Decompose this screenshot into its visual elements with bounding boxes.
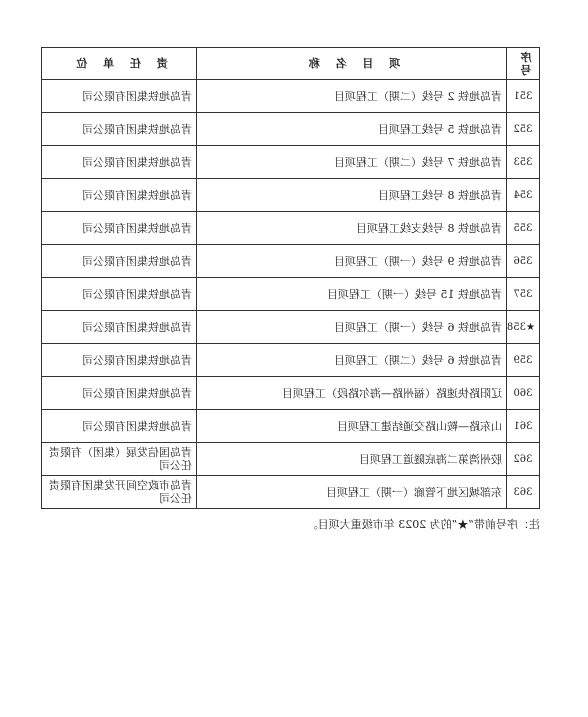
row-project-name: 青岛地铁 15 号线（一期）工程项目 (197, 278, 507, 311)
row-seq: 353 (507, 146, 540, 179)
row-responsible-unit: 青岛市政空间开发集团有限责任公司 (42, 476, 197, 509)
row-responsible-unit: 青岛地铁集团有限公司 (42, 311, 197, 344)
table-row (42, 377, 540, 410)
table-row (42, 113, 540, 146)
table-row (42, 245, 540, 278)
row-project-name: 青岛地铁 7 号线（二期）工程项目 (197, 146, 507, 179)
header-unit: 责 任 单 位 (42, 48, 197, 80)
row-project-name: 山东路—鞍山路交通结建工程项目 (197, 410, 507, 443)
row-seq: 357 (507, 278, 540, 311)
row-responsible-unit: 青岛地铁集团有限公司 (42, 344, 197, 377)
row-project-name: 青岛地铁 9 号线（一期）工程项目 (197, 245, 507, 278)
row-project-name: 辽阳路快速路（福州路—海尔路段）工程项目 (197, 377, 507, 410)
row-seq: 362 (507, 443, 540, 476)
row-project-name: 青岛地铁 8 号线工程项目 (197, 179, 507, 212)
row-responsible-unit: 青岛地铁集团有限公司 (42, 377, 197, 410)
row-project-name: 青岛地铁 6 号线（二期）工程项目 (197, 344, 507, 377)
table-header-row (42, 48, 540, 80)
table-row (42, 443, 540, 476)
row-responsible-unit: 青岛地铁集团有限公司 (42, 278, 197, 311)
row-responsible-unit: 青岛地铁集团有限公司 (42, 113, 197, 146)
row-project-name: 青岛地铁 6 号线（一期）工程项目 (197, 311, 507, 344)
row-responsible-unit: 青岛国信发展（集团）有限责任公司 (42, 443, 197, 476)
footnote: 注：序号前带“★”的为 2023 年市级重大项目。 (306, 518, 540, 531)
project-table (41, 47, 540, 509)
row-responsible-unit: 青岛地铁集团有限公司 (42, 410, 197, 443)
table-row (42, 278, 540, 311)
row-responsible-unit: 青岛地铁集团有限公司 (42, 245, 197, 278)
row-seq: 356 (507, 245, 540, 278)
table-row (42, 410, 540, 443)
row-responsible-unit: 青岛地铁集团有限公司 (42, 80, 197, 113)
row-seq: 351 (507, 80, 540, 113)
row-seq: 352 (507, 113, 540, 146)
table-row (42, 179, 540, 212)
table-row (42, 212, 540, 245)
row-seq: 363 (507, 476, 540, 509)
row-seq: 355 (507, 212, 540, 245)
table-row (42, 344, 540, 377)
row-responsible-unit: 青岛地铁集团有限公司 (42, 212, 197, 245)
row-seq: 354 (507, 179, 540, 212)
row-seq: 360 (507, 377, 540, 410)
row-project-name: 胶州湾第二海底隧道工程项目 (197, 443, 507, 476)
row-project-name: 东部城区地下管廊（一期）工程项目 (197, 476, 507, 509)
header-seq: 序号 (507, 48, 540, 80)
row-project-name: 青岛地铁 5 号线工程项目 (197, 113, 507, 146)
row-seq: ★358 (507, 311, 540, 344)
row-responsible-unit: 青岛地铁集团有限公司 (42, 179, 197, 212)
row-project-name: 青岛地铁 8 号线支线工程项目 (197, 212, 507, 245)
table-row (42, 146, 540, 179)
table-row (42, 476, 540, 509)
table-row (42, 311, 540, 344)
row-project-name: 青岛地铁 2 号线（二期）工程项目 (197, 80, 507, 113)
row-seq: 359 (507, 344, 540, 377)
table-row (42, 80, 540, 113)
header-name: 项 目 名 称 (197, 48, 507, 80)
row-seq: 361 (507, 410, 540, 443)
row-responsible-unit: 青岛地铁集团有限公司 (42, 146, 197, 179)
